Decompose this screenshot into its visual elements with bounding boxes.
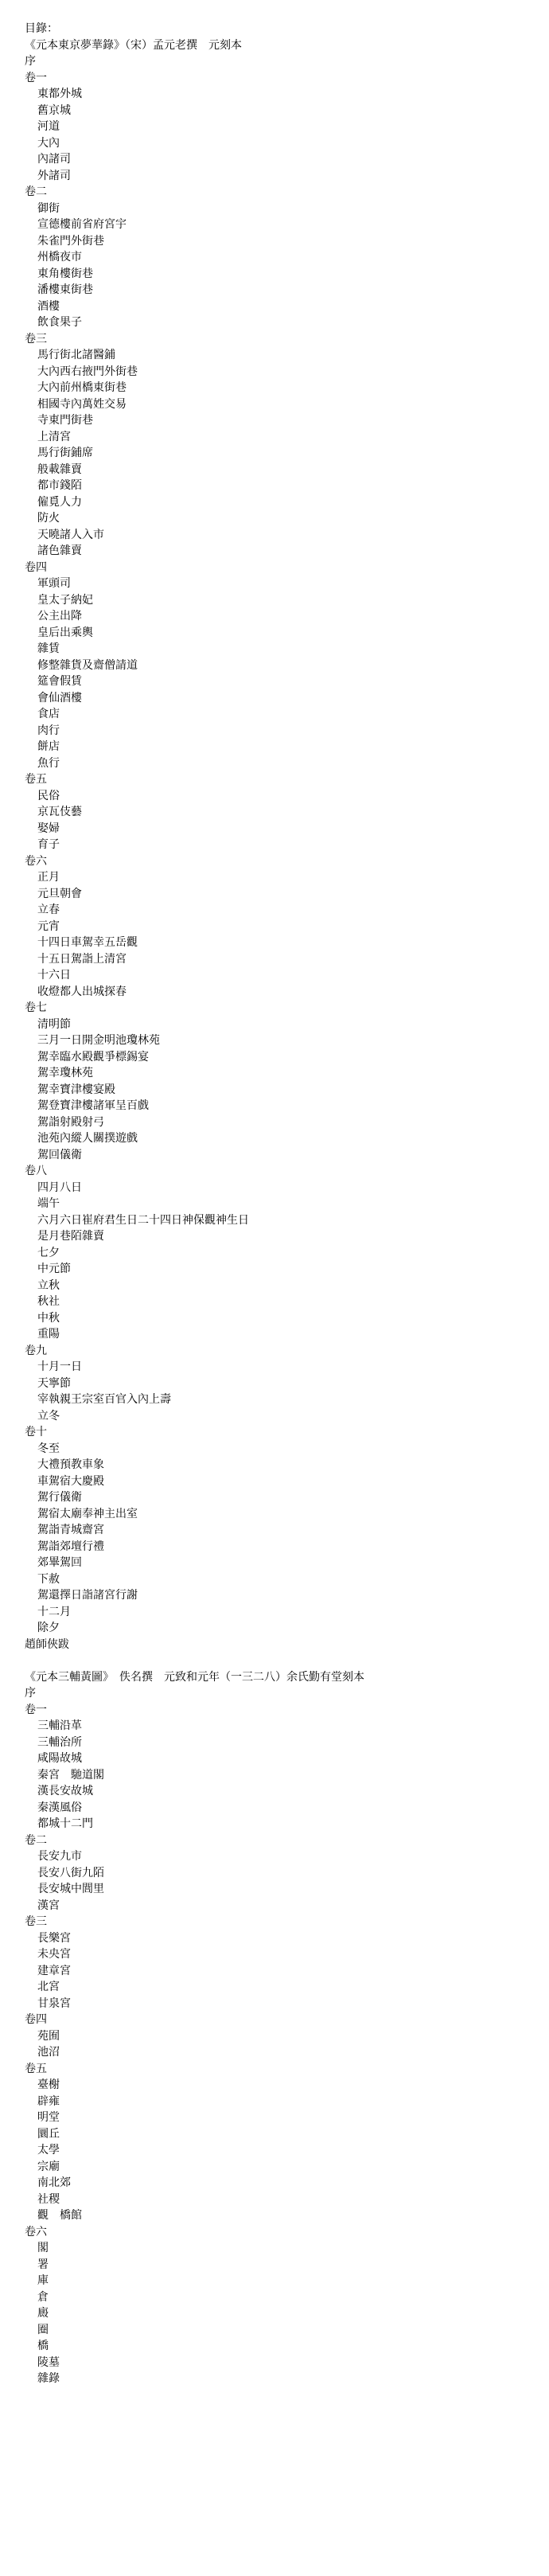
chapter-entry: 池苑內縱人關撲遊戲 bbox=[37, 1132, 138, 1145]
chapter-entry: 郊畢駕回 bbox=[37, 1556, 82, 1569]
volume-heading: 卷五 bbox=[25, 773, 47, 786]
postscript-entry: 趙師俠跋 bbox=[25, 1637, 69, 1651]
chapter-entry: 御街 bbox=[37, 201, 60, 215]
book-section bbox=[25, 37, 549, 1653]
chapter-entry: 娶婦 bbox=[37, 822, 60, 835]
chapter-entry: 會仙酒樓 bbox=[37, 691, 82, 704]
chapter-entry: 都城十二門 bbox=[37, 1817, 93, 1830]
chapter-entry: 諸色雜賣 bbox=[37, 544, 82, 557]
chapter-entry: 駕詣射殿射弓 bbox=[37, 1115, 104, 1129]
preface-entry: 序 bbox=[25, 1687, 36, 1700]
volume-heading: 卷九 bbox=[25, 1344, 47, 1357]
chapter-entry: 除夕 bbox=[37, 1622, 60, 1634]
chapter-entry: 陵墓 bbox=[37, 2355, 60, 2369]
chapter-entry: 池沼 bbox=[37, 2046, 60, 2059]
chapter-entry: 大內西右掖門外街巷 bbox=[37, 365, 138, 378]
chapter-entry: 臺榭 bbox=[37, 2078, 60, 2091]
chapter-entry: 皇太子納妃 bbox=[37, 593, 93, 607]
chapter-entry: 觀 橋館 bbox=[37, 2209, 82, 2222]
chapter-entry: 大禮預教車象 bbox=[37, 1458, 104, 1471]
chapter-entry: 育子 bbox=[37, 838, 60, 851]
chapter-entry: 雜賃 bbox=[37, 642, 60, 655]
volume-heading: 卷四 bbox=[25, 2013, 47, 2026]
chapter-entry: 正月 bbox=[37, 871, 60, 884]
chapter-entry: 潘樓東街巷 bbox=[37, 283, 93, 296]
chapter-entry: 都市錢陌 bbox=[37, 479, 82, 492]
chapter-entry: 秦漢風俗 bbox=[37, 1801, 82, 1814]
chapter-entry: 三輔沿革 bbox=[37, 1719, 82, 1732]
chapter-entry: 立春 bbox=[37, 904, 60, 916]
chapter-entry: 僱覓人力 bbox=[37, 495, 82, 509]
chapter-entry: 立冬 bbox=[37, 1409, 60, 1423]
chapter-entry: 宗廟 bbox=[37, 2160, 60, 2173]
chapter-entry: 南北郊 bbox=[37, 2176, 71, 2189]
chapter-entry: 駕幸寶津樓宴殿 bbox=[37, 1083, 115, 1096]
chapter-entry: 大內 bbox=[37, 136, 60, 150]
chapter-entry: 圈 bbox=[37, 2323, 49, 2336]
chapter-entry: 駕還擇日詣諸宮行謝 bbox=[37, 1589, 138, 1602]
chapter-entry: 冬至 bbox=[37, 1442, 60, 1455]
chapter-entry: 苑囿 bbox=[37, 2029, 60, 2043]
chapter-entry: 十六日 bbox=[37, 969, 71, 982]
chapter-entry: 署 bbox=[37, 2258, 49, 2271]
volume-heading: 卷七 bbox=[25, 1001, 47, 1014]
chapter-entry: 三輔治所 bbox=[37, 1735, 82, 1749]
volume-heading: 卷二 bbox=[25, 185, 47, 198]
volume-heading: 卷三 bbox=[25, 1915, 47, 1928]
chapter-entry: 馬行街鋪席 bbox=[37, 447, 93, 459]
chapter-entry: 太學 bbox=[37, 2144, 60, 2156]
chapter-entry: 咸陽故城 bbox=[37, 1752, 82, 1765]
chapter-entry: 清明節 bbox=[37, 1017, 71, 1031]
chapter-entry: 秋社 bbox=[37, 1295, 60, 1308]
chapter-entry: 皇后出乘輿 bbox=[37, 626, 93, 639]
book-list bbox=[25, 37, 549, 2387]
chapter-entry: 社稷 bbox=[37, 2192, 60, 2206]
book-section bbox=[25, 1669, 549, 2387]
chapter-entry: 相國寺內萬姓交易 bbox=[37, 397, 127, 411]
chapter-entry: 六月六日崔府君生日二十四日神保觀神生日 bbox=[37, 1213, 249, 1227]
chapter-entry: 圜丘 bbox=[37, 2127, 60, 2141]
chapter-entry: 天曉諸人入市 bbox=[37, 528, 104, 541]
chapter-entry: 十四日車駕幸五岳觀 bbox=[37, 936, 138, 949]
volume-heading: 卷六 bbox=[25, 2225, 47, 2238]
chapter-entry: 筵會假賃 bbox=[37, 675, 82, 688]
chapter-entry: 建章宮 bbox=[37, 1964, 71, 1977]
volume-heading: 卷二 bbox=[25, 1833, 47, 1847]
volume-heading: 卷三 bbox=[25, 332, 47, 345]
volume-heading: 卷八 bbox=[25, 1165, 47, 1177]
chapter-entry: 辟雍 bbox=[37, 2094, 60, 2108]
chapter-entry: 宰執親王宗室百官入內上壽 bbox=[37, 1393, 171, 1406]
chapter-entry: 長安九市 bbox=[37, 1850, 82, 1863]
chapter-entry: 漢長安故城 bbox=[37, 1785, 93, 1797]
chapter-entry: 東都外城 bbox=[37, 88, 82, 100]
chapter-entry: 般載雜賣 bbox=[37, 463, 82, 476]
book-separator bbox=[25, 1653, 549, 1669]
chapter-entry: 漢宮 bbox=[37, 1899, 60, 1912]
chapter-entry: 秦宮 馳道閣 bbox=[37, 1768, 104, 1782]
chapter-entry: 酒樓 bbox=[37, 299, 60, 313]
chapter-entry: 十二月 bbox=[37, 1605, 71, 1618]
chapter-entry: 長樂宮 bbox=[37, 1931, 71, 1945]
chapter-entry: 北宮 bbox=[37, 1981, 60, 1993]
chapter-entry: 是月巷陌雜賣 bbox=[37, 1230, 104, 1243]
chapter-entry: 駕行儀衛 bbox=[37, 1491, 82, 1504]
chapter-entry: 京瓦伎藝 bbox=[37, 806, 82, 818]
chapter-entry: 駕宿太廟奉神主出室 bbox=[37, 1507, 138, 1520]
chapter-entry: 中元節 bbox=[37, 1263, 71, 1275]
chapter-entry: 內諸司 bbox=[37, 153, 71, 166]
chapter-entry: 長安八街九陌 bbox=[37, 1866, 104, 1879]
volume-heading: 卷六 bbox=[25, 854, 47, 868]
chapter-entry: 駕登寶津樓諸軍呈百戲 bbox=[37, 1099, 149, 1112]
chapter-entry: 立秋 bbox=[37, 1278, 60, 1292]
chapter-entry: 橋 bbox=[37, 2340, 49, 2352]
chapter-entry: 朱雀門外街巷 bbox=[37, 234, 104, 248]
chapter-entry: 庫 bbox=[37, 2274, 49, 2287]
volume-heading: 卷四 bbox=[25, 560, 47, 574]
chapter-entry: 魚行 bbox=[37, 756, 60, 770]
chapter-entry: 駕幸瓊林苑 bbox=[37, 1067, 93, 1079]
chapter-entry: 河道 bbox=[37, 120, 60, 133]
chapter-entry: 十五日駕詣上清宮 bbox=[37, 952, 127, 966]
chapter-entry: 閣 bbox=[37, 2242, 49, 2254]
chapter-entry: 倉 bbox=[37, 2290, 49, 2304]
chapter-entry: 車駕宿大慶殿 bbox=[37, 1474, 104, 1488]
chapter-entry: 十月一日 bbox=[37, 1360, 82, 1373]
chapter-entry: 駕詣郊壇行禮 bbox=[37, 1540, 104, 1553]
chapter-entry: 廄 bbox=[37, 2307, 49, 2320]
chapter-entry: 民俗 bbox=[37, 789, 60, 802]
chapter-entry: 防火 bbox=[37, 512, 60, 525]
chapter-entry: 七夕 bbox=[37, 1246, 60, 1259]
toc-header: 目錄： bbox=[25, 22, 58, 35]
chapter-entry: 三月一日開金明池瓊林苑 bbox=[37, 1034, 160, 1047]
volume-heading: 卷十 bbox=[25, 1426, 47, 1438]
chapter-entry: 州橋夜市 bbox=[37, 251, 82, 263]
preface-entry: 序 bbox=[25, 55, 36, 68]
chapter-entry: 大內前州橋東街巷 bbox=[37, 381, 127, 394]
chapter-entry: 食店 bbox=[37, 708, 60, 720]
volume-heading: 卷五 bbox=[25, 2062, 47, 2075]
chapter-entry: 宣德樓前省府宮宇 bbox=[37, 218, 127, 231]
chapter-entry: 甘泉宮 bbox=[37, 1996, 71, 2010]
book-title: 《元本東京夢華錄》（宋）孟元老撰 元刻本 bbox=[25, 38, 242, 52]
chapter-entry: 東角樓街巷 bbox=[37, 267, 93, 280]
chapter-entry: 餅店 bbox=[37, 740, 60, 753]
chapter-entry: 修整雜貨及齋僧請道 bbox=[37, 658, 138, 672]
chapter-entry: 下赦 bbox=[37, 1572, 60, 1586]
chapter-entry: 長安城中閭里 bbox=[37, 1883, 104, 1895]
chapter-entry: 未央宮 bbox=[37, 1948, 71, 1961]
chapter-entry: 駕回儀衛 bbox=[37, 1148, 82, 1161]
book-title: 《元本三輔黃圖》 佚名撰 元致和元年（一三二八）余氏勤有堂刻本 bbox=[25, 1670, 364, 1684]
volume-heading: 卷一 bbox=[25, 71, 47, 84]
chapter-entry: 飲食果子 bbox=[37, 316, 82, 329]
chapter-entry: 公主出降 bbox=[37, 610, 82, 623]
chapter-entry: 軍頭司 bbox=[37, 577, 71, 590]
chapter-entry: 重陽 bbox=[37, 1328, 60, 1341]
chapter-entry: 元旦朝會 bbox=[37, 887, 82, 900]
chapter-entry: 駕詣青城齋宮 bbox=[37, 1524, 104, 1536]
chapter-entry: 四月八日 bbox=[37, 1181, 82, 1194]
chapter-entry: 中秋 bbox=[37, 1311, 60, 1325]
chapter-entry: 元宵 bbox=[37, 919, 60, 933]
chapter-entry: 駕幸臨水殿觀爭標錫宴 bbox=[37, 1050, 149, 1064]
chapter-entry: 收燈都人出城探春 bbox=[37, 985, 127, 998]
chapter-entry: 上清宮 bbox=[37, 430, 71, 443]
chapter-entry: 端午 bbox=[37, 1197, 60, 1210]
chapter-entry: 舊京城 bbox=[37, 103, 71, 117]
chapter-entry: 雜錄 bbox=[37, 2372, 60, 2385]
chapter-entry: 馬行街北諸醫鋪 bbox=[37, 349, 115, 361]
chapter-entry: 天寧節 bbox=[37, 1376, 71, 1390]
volume-heading: 卷一 bbox=[25, 1703, 47, 1716]
chapter-entry: 肉行 bbox=[37, 724, 60, 737]
chapter-entry: 外諸司 bbox=[37, 169, 71, 182]
chapter-entry: 明堂 bbox=[37, 2111, 60, 2124]
chapter-entry: 寺東門街巷 bbox=[37, 414, 93, 427]
